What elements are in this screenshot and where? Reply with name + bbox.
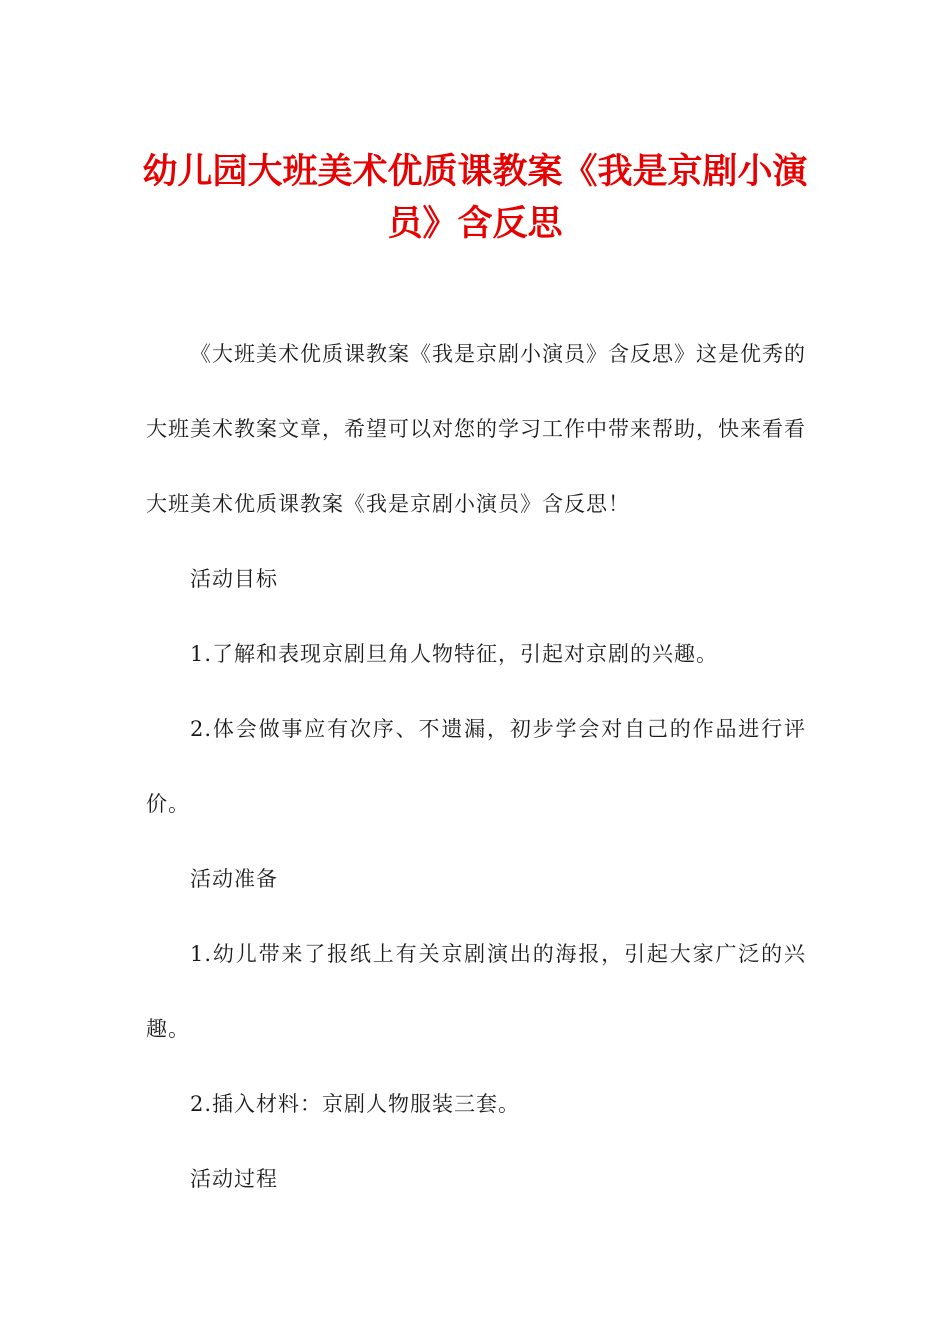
document-title: 幼儿园大班美术优质课教案《我是京剧小演员》含反思 bbox=[142, 152, 808, 244]
objective-item-1: 1.了解和表现京剧旦角人物特征，引起对京剧的兴趣。 bbox=[190, 642, 719, 666]
section-heading-objectives: 活动目标 bbox=[190, 567, 278, 591]
intro-paragraph: 《大班美术优质课教案《我是京剧小演员》含反思》这是优秀的大班美术教案文章，希望可以对您的学习工作中带来帮助，快来看看大班美术优质课教案《我是京剧小演员》含反思！ bbox=[146, 342, 806, 516]
document-body bbox=[146, 317, 806, 1217]
preparation-item-1: 1.幼儿带来了报纸上有关京剧演出的海报，引起大家广泛的兴趣。 bbox=[146, 942, 806, 1041]
section-heading-process: 活动过程 bbox=[190, 1167, 278, 1191]
preparation-item-2: 2.插入材料：京剧人物服装三套。 bbox=[190, 1092, 521, 1116]
objective-item-2: 2.体会做事应有次序、不遗漏，初步学会对自己的作品进行评价。 bbox=[146, 717, 806, 816]
section-heading-preparation: 活动准备 bbox=[190, 867, 278, 891]
